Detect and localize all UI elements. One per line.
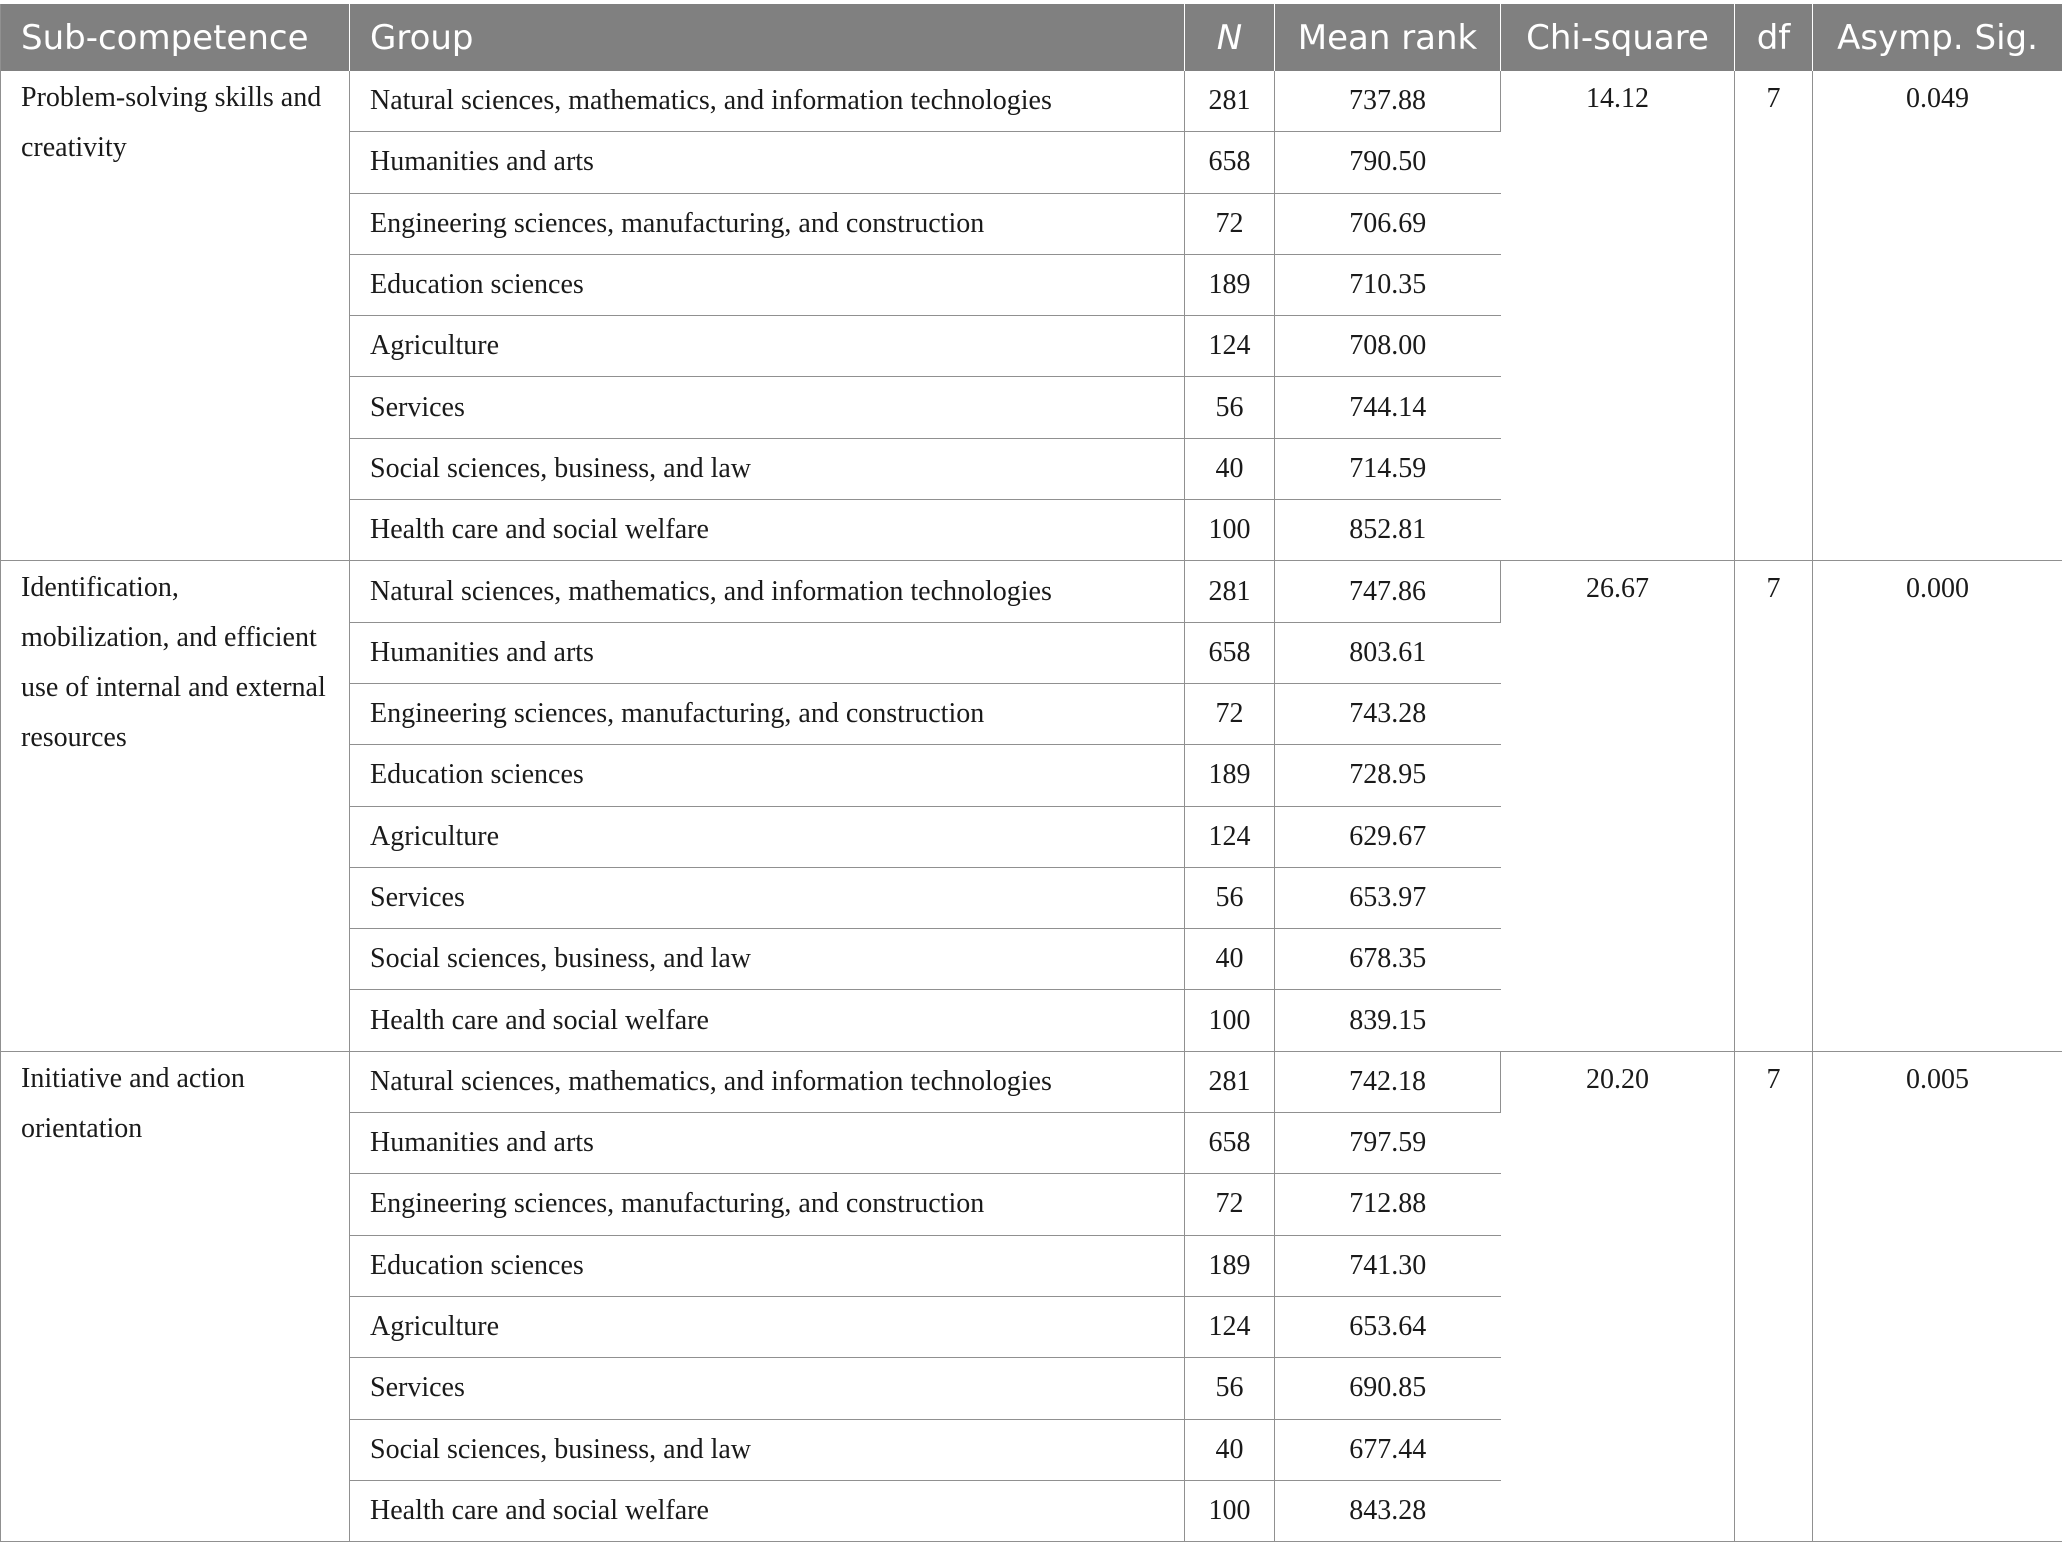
chi-square-cell: 26.67 <box>1501 561 1735 1051</box>
n-cell: 124 <box>1185 806 1275 867</box>
n-cell: 124 <box>1185 316 1275 377</box>
group-cell: Natural sciences, mathematics, and information technologies <box>350 1051 1185 1112</box>
group-cell: Engineering sciences, manufacturing, and construction <box>350 683 1185 744</box>
group-cell: Services <box>350 1358 1185 1419</box>
n-cell: 658 <box>1185 622 1275 683</box>
group-cell: Social sciences, business, and law <box>350 438 1185 499</box>
df-cell: 7 <box>1735 561 1813 1051</box>
mean-rank-cell: 714.59 <box>1275 438 1501 499</box>
n-cell: 100 <box>1185 500 1275 561</box>
group-cell: Humanities and arts <box>350 132 1185 193</box>
group-cell: Services <box>350 377 1185 438</box>
table-row <box>1 1051 2062 1112</box>
mean-rank-cell: 712.88 <box>1275 1174 1501 1235</box>
mean-rank-cell: 747.86 <box>1275 561 1501 622</box>
header-chi-square: Chi-square <box>1501 4 1735 71</box>
group-cell: Agriculture <box>350 1296 1185 1357</box>
mean-rank-cell: 629.67 <box>1275 806 1501 867</box>
n-cell: 56 <box>1185 1358 1275 1419</box>
sub-competence-cell: Identification, mobilization, and efficient use of internal and external resources <box>1 561 350 1051</box>
n-cell: 189 <box>1185 254 1275 315</box>
group-cell: Agriculture <box>350 806 1185 867</box>
table-body <box>1 71 2062 1542</box>
mean-rank-cell: 678.35 <box>1275 929 1501 990</box>
table-row <box>1 71 2062 132</box>
asymp-sig-cell: 0.049 <box>1813 71 2062 561</box>
header-row <box>1 4 2062 71</box>
group-cell: Engineering sciences, manufacturing, and construction <box>350 1174 1185 1235</box>
sub-competence-cell: Initiative and action orientation <box>1 1051 350 1541</box>
n-cell: 56 <box>1185 377 1275 438</box>
table-header <box>1 4 2062 71</box>
header-mean-rank: Mean rank <box>1275 4 1501 71</box>
mean-rank-cell: 744.14 <box>1275 377 1501 438</box>
n-cell: 40 <box>1185 929 1275 990</box>
table-row <box>1 561 2062 622</box>
mean-rank-cell: 653.97 <box>1275 867 1501 928</box>
mean-rank-cell: 743.28 <box>1275 683 1501 744</box>
group-cell: Health care and social welfare <box>350 500 1185 561</box>
mean-rank-cell: 741.30 <box>1275 1235 1501 1296</box>
group-cell: Health care and social welfare <box>350 990 1185 1051</box>
n-cell: 72 <box>1185 193 1275 254</box>
header-group: Group <box>350 4 1185 71</box>
n-cell: 100 <box>1185 1480 1275 1541</box>
chi-square-cell: 14.12 <box>1501 71 1735 561</box>
mean-rank-cell: 710.35 <box>1275 254 1501 315</box>
n-cell: 658 <box>1185 1113 1275 1174</box>
group-cell: Natural sciences, mathematics, and information technologies <box>350 561 1185 622</box>
group-cell: Services <box>350 867 1185 928</box>
n-cell: 189 <box>1185 745 1275 806</box>
mean-rank-cell: 742.18 <box>1275 1051 1501 1112</box>
mean-rank-cell: 677.44 <box>1275 1419 1501 1480</box>
mean-rank-cell: 653.64 <box>1275 1296 1501 1357</box>
header-asymp-sig: Asymp. Sig. <box>1813 4 2062 71</box>
n-cell: 72 <box>1185 683 1275 744</box>
chi-square-cell: 20.20 <box>1501 1051 1735 1541</box>
n-cell: 281 <box>1185 561 1275 622</box>
df-cell: 7 <box>1735 71 1813 561</box>
sub-competence-cell: Problem-solving skills and creativity <box>1 71 350 561</box>
group-cell: Social sciences, business, and law <box>350 929 1185 990</box>
n-cell: 658 <box>1185 132 1275 193</box>
n-cell: 281 <box>1185 1051 1275 1112</box>
group-cell: Education sciences <box>350 254 1185 315</box>
header-df: df <box>1735 4 1813 71</box>
kruskal-wallis-table <box>0 4 2062 1542</box>
n-cell: 189 <box>1185 1235 1275 1296</box>
n-cell: 56 <box>1185 867 1275 928</box>
group-cell: Social sciences, business, and law <box>350 1419 1185 1480</box>
mean-rank-cell: 737.88 <box>1275 71 1501 132</box>
n-cell: 124 <box>1185 1296 1275 1357</box>
group-cell: Education sciences <box>350 745 1185 806</box>
n-cell: 100 <box>1185 990 1275 1051</box>
asymp-sig-cell: 0.000 <box>1813 561 2062 1051</box>
group-cell: Agriculture <box>350 316 1185 377</box>
mean-rank-cell: 852.81 <box>1275 500 1501 561</box>
mean-rank-cell: 690.85 <box>1275 1358 1501 1419</box>
group-cell: Humanities and arts <box>350 1113 1185 1174</box>
group-cell: Education sciences <box>350 1235 1185 1296</box>
header-n: N <box>1185 4 1275 71</box>
mean-rank-cell: 839.15 <box>1275 990 1501 1051</box>
group-cell: Health care and social welfare <box>350 1480 1185 1541</box>
n-cell: 40 <box>1185 1419 1275 1480</box>
group-cell: Engineering sciences, manufacturing, and construction <box>350 193 1185 254</box>
mean-rank-cell: 843.28 <box>1275 1480 1501 1541</box>
mean-rank-cell: 797.59 <box>1275 1113 1501 1174</box>
n-cell: 281 <box>1185 71 1275 132</box>
mean-rank-cell: 706.69 <box>1275 193 1501 254</box>
n-cell: 40 <box>1185 438 1275 499</box>
mean-rank-cell: 728.95 <box>1275 745 1501 806</box>
n-cell: 72 <box>1185 1174 1275 1235</box>
mean-rank-cell: 708.00 <box>1275 316 1501 377</box>
df-cell: 7 <box>1735 1051 1813 1541</box>
header-sub-competence: Sub-competence <box>1 4 350 71</box>
mean-rank-cell: 803.61 <box>1275 622 1501 683</box>
mean-rank-cell: 790.50 <box>1275 132 1501 193</box>
group-cell: Natural sciences, mathematics, and information technologies <box>350 71 1185 132</box>
asymp-sig-cell: 0.005 <box>1813 1051 2062 1541</box>
group-cell: Humanities and arts <box>350 622 1185 683</box>
